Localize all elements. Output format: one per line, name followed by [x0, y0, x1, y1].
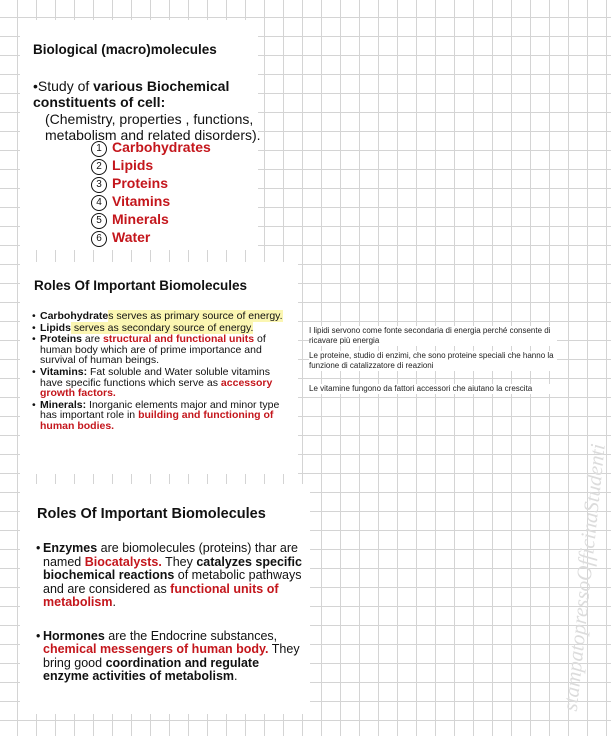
- slide-body: [33, 79, 263, 143]
- note-vitamins: Le vitamine fungono da fattori accessori che aiutano la crescita: [309, 384, 557, 394]
- bold-text: catalyzes specific biochemical reactions: [43, 554, 302, 582]
- emphasis: chemical messengers of human body.: [43, 642, 269, 656]
- emphasis: accessory growth factors.: [40, 376, 273, 400]
- circled-number: 6: [91, 231, 107, 247]
- list-item: [91, 175, 211, 193]
- intro-parenthetical: (Chemistry, properties , functions, metabolism and related disorders).: [45, 111, 261, 143]
- text: .: [234, 669, 238, 683]
- bold-text: coordination and regulate enzyme activities of metabolism: [43, 655, 260, 683]
- list-item-label: Vitamins: [112, 193, 171, 209]
- term: Enzymes: [43, 541, 98, 555]
- note-lipids: I lipidi servono come fonte secondaria di energia perché consente di ricavare più energia: [309, 326, 557, 346]
- roles-list: [36, 311, 288, 433]
- text: of human body which are of prime importance and survival of human beings.: [40, 333, 266, 367]
- circled-number: 5: [91, 213, 107, 229]
- term: Lipids: [40, 321, 71, 334]
- text: They: [161, 554, 197, 569]
- circled-number: 1: [91, 141, 107, 157]
- term: Proteins: [40, 333, 83, 346]
- bullet-minerals: [36, 400, 288, 432]
- list-item: [91, 157, 211, 175]
- text: They bring good: [43, 642, 300, 670]
- list-item-label: Water: [112, 229, 151, 245]
- list-item: [91, 229, 211, 247]
- bullet-proteins: [36, 334, 288, 366]
- emphasis: building and functioning of human bodies.: [40, 409, 274, 432]
- text: of metabolic pathways and are considered as: [43, 568, 302, 596]
- bullet-vitamins: [36, 367, 288, 399]
- emphasis: Biocatalysts.: [84, 554, 162, 569]
- list-item: [91, 193, 211, 211]
- term: Hormones: [43, 628, 105, 643]
- slide-title: Biological (macro)molecules: [33, 42, 217, 57]
- emphasis: functional units of metabolism: [43, 581, 279, 609]
- bullet-enzymes: [36, 542, 306, 610]
- bullet-lipids: [36, 323, 288, 334]
- circled-number: 4: [91, 195, 107, 211]
- highlighted-text: serves as secondary source of energy.: [70, 321, 254, 334]
- text: Fat soluble and Water soluble vitamins have specific functions which serve as: [40, 365, 270, 389]
- slide-biological-macromolecules: [20, 20, 261, 250]
- slide-roles-biomolecules: [20, 262, 298, 474]
- text: are the Endocrine substances,: [104, 628, 278, 643]
- circled-number: 2: [91, 159, 107, 175]
- intro-bullet: •Study of various Biochemical constituents of cell:: [33, 78, 230, 110]
- emphasis: structural and functional units: [103, 333, 255, 346]
- list-item: [91, 139, 211, 157]
- bullet-hormones: [36, 630, 306, 684]
- term: Minerals:: [40, 398, 87, 411]
- list-item-label: Lipids: [112, 157, 154, 173]
- biomolecule-list: [91, 139, 211, 247]
- list-item-label: Carbohydrates: [112, 139, 211, 155]
- note-proteins: Le proteine, studio di enzimi, che sono proteine speciali che hanno la funzione di catalizzatore di reazioni: [309, 351, 557, 371]
- text: Inorganic elements major and minor type has important role in: [40, 398, 280, 422]
- list-item-label: Minerals: [112, 211, 169, 227]
- roles-list: [36, 542, 306, 684]
- bullet-carbohydrates: [36, 311, 288, 322]
- watermark: stampatopressoOfficinaStudenti: [557, 442, 610, 713]
- slide-title: Roles Of Important Biomolecules: [34, 278, 248, 293]
- term: Vitamins:: [40, 365, 88, 378]
- slide-title: Roles Of Important Biomolecules: [37, 506, 266, 522]
- circled-number: 3: [91, 177, 107, 193]
- text: are: [82, 333, 104, 346]
- list-item-label: Proteins: [112, 175, 169, 191]
- text: are biomolecules (proteins) thar are named: [43, 541, 298, 569]
- intro-text: Study of: [37, 78, 94, 94]
- highlighted-text: s serves as primary source of energy.: [108, 310, 283, 322]
- term: Carbohydrate: [40, 310, 109, 322]
- list-item: [91, 211, 211, 229]
- text: .: [112, 595, 116, 609]
- intro-bold: various Biochemical constituents of cell:: [33, 78, 230, 110]
- slide-roles-enzymes-hormones: [20, 484, 310, 714]
